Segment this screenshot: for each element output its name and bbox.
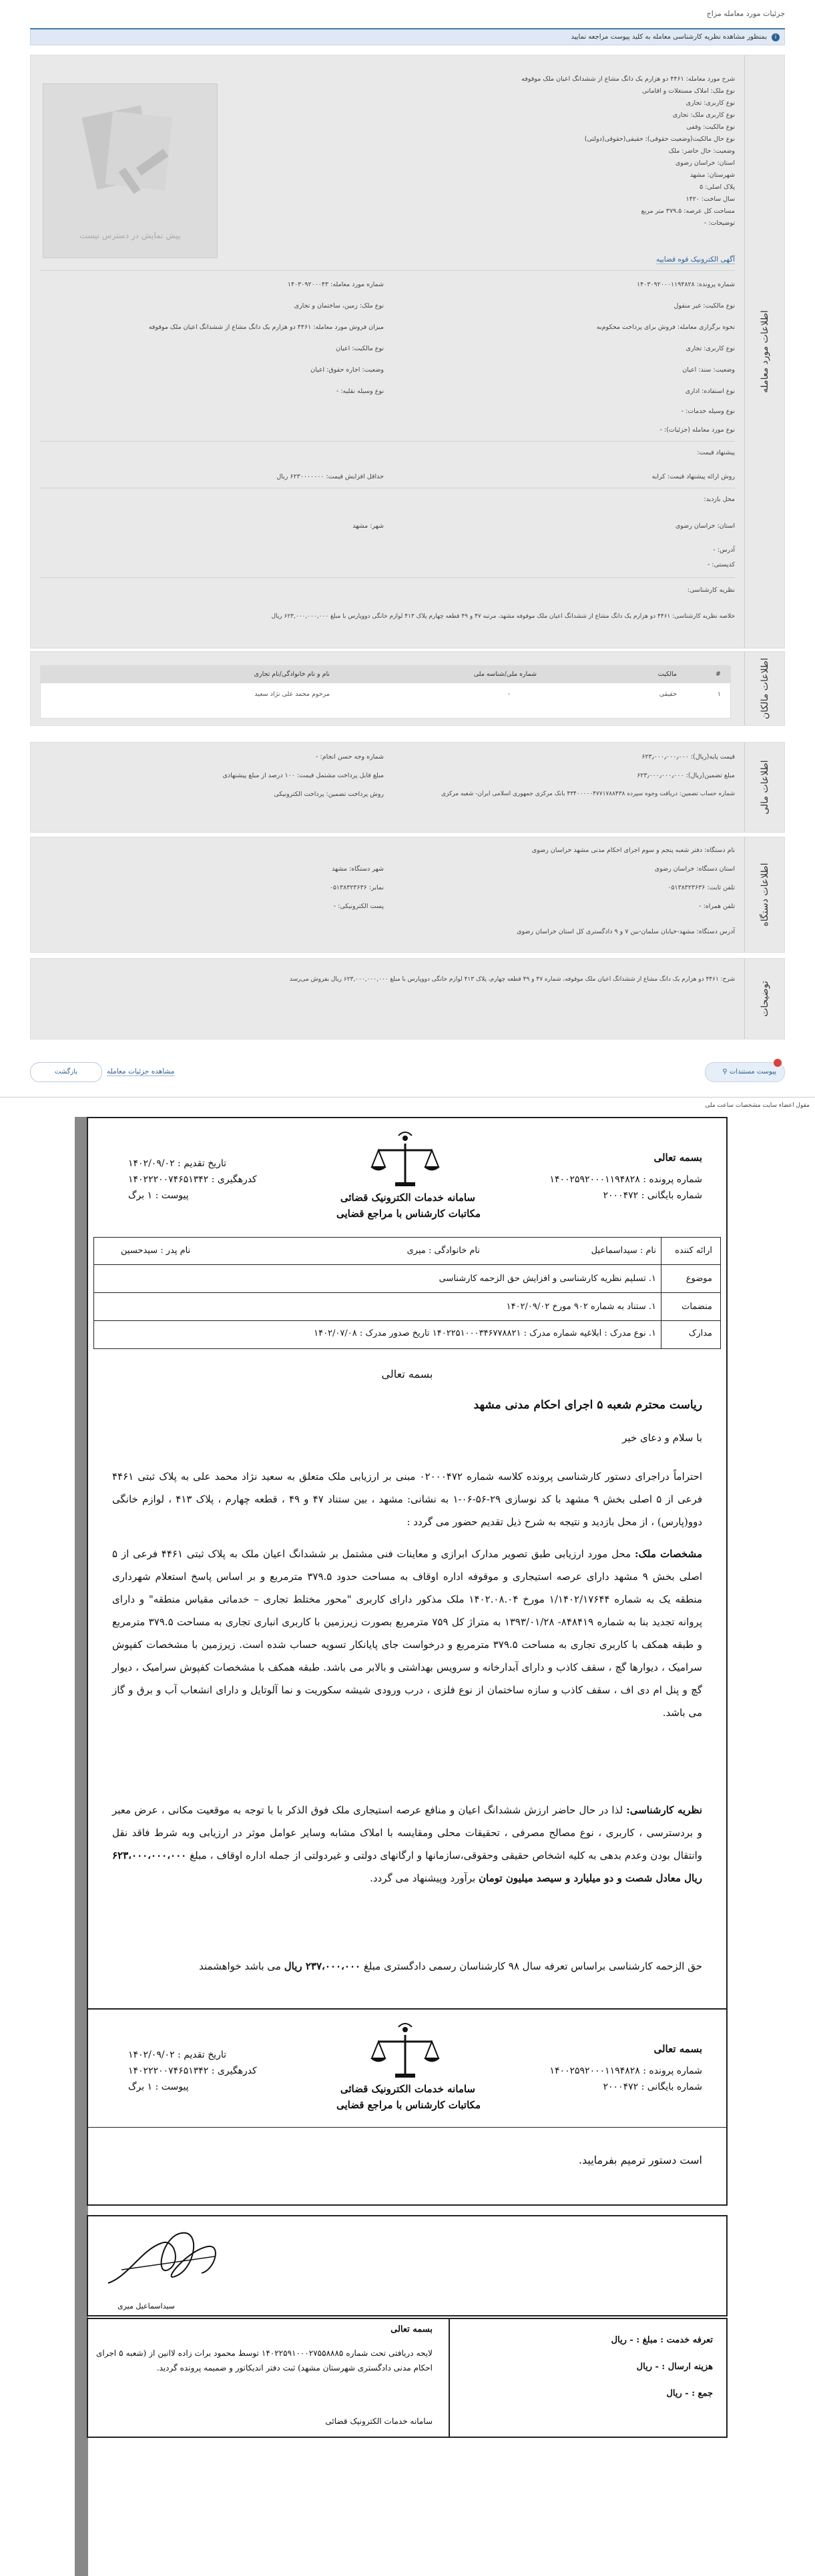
archive-no-field: شماره مورد معامله: ۱۴۰۳۰۹۲۰۰۰۴۳ [287, 281, 384, 288]
owners-section [30, 651, 785, 726]
no-preview-caption: پیش نمایش در دسترس نیست [79, 231, 181, 240]
owners-col-name: نام و نام خانوادگی/نام تجاری [254, 671, 330, 678]
request-text: است دستور ترمیم بفرمایید. [578, 2154, 702, 2166]
divider [40, 270, 735, 271]
item-info-section [30, 55, 785, 649]
window-title: جزئیات مورد معامله مزاج [706, 9, 785, 18]
doc-date: تاریخ تقدیم : ۱۴۰۲/۰۹/۰۲ [128, 1158, 227, 1169]
doc-agency-1: سامانه خدمات الکترونیک قضائی [340, 1192, 475, 1204]
desc-field: شرح مورد معامله: ۴۴۶۱ دو هزارم یک دانگ مشاع از ششدانگ اعیان ملک موقوفه [521, 75, 735, 83]
section-label: اطلاعات مالی [744, 743, 784, 832]
attachment-viewer [0, 1100, 815, 2576]
owners-table [40, 665, 731, 719]
fee-amount: تعرفه خدمت : مبلغ : - ریال [611, 2335, 713, 2345]
table-row: ۱ حقیقی - مرحوم محمد علی نژاد سعید [254, 691, 721, 698]
presenter-father: نام پدر : سیدحسین [121, 1246, 191, 1256]
owners-col-index: # [716, 671, 721, 678]
misc-field: توضیحات: - [704, 220, 735, 227]
cat4-field: نوع مورد معامله (جزئیات): - [659, 426, 735, 434]
document-gavel-icon [42, 84, 217, 218]
divider [40, 441, 735, 442]
receipt-text: لایحه دریافتی تحت شماره ۱۴۰۲۲۵۹۱۰۰۰۲۷۵۵۸۸۸۵ توسط محمود برات زاده لاانین از (شعبه ۵ اجرای احکام مدنی دادگستری شهرستان مشهد) ثبت دفتر اندیکاتور و ضمیمه پرونده گردید. [96, 2348, 433, 2373]
handwritten-signature [101, 2223, 235, 2296]
doc-attach-count: پیوست : ۱ برگ [128, 1190, 189, 1201]
payable-field: مبلغ قابل پرداخت مشتمل قیمت: ۱۰۰ درصد از مبلغ پیشنهادی [222, 772, 384, 779]
subject-label: موضوع [686, 1274, 712, 1284]
unit-field: نوع مالکیت: اعیان [336, 345, 384, 352]
attachments-value: ۱. ستناد به شماره ۹۰۲ مورخ ۱۴۰۲/۰۹/۰۲ [506, 1302, 656, 1312]
docs-label: مدارک [688, 1328, 712, 1338]
base-price-field: قیمت پایه(ریال): ۶۲۳٫۰۰۰٫۰۰۰٫۰۰۰ [641, 753, 735, 761]
info-icon: i [772, 33, 780, 41]
back-button[interactable]: بازگشت [30, 1062, 102, 1082]
greeting: با سلام و دعای خیر [622, 1432, 702, 1444]
agency-address-field: آدرس دستگاه: مشهد-خیابان سلمان-بین ۷ و ۹ دادگستری کل استان خراسان رضوی [517, 928, 735, 935]
document-page-2 [87, 2008, 728, 2206]
section-label: اطلاعات مالکان [744, 652, 784, 725]
seller-field: نحوه برگزاری معامله: فروش برای پرداخت محکوم‌به [596, 324, 735, 331]
doc-attach-count: پیوست : ۱ برگ [128, 2082, 189, 2092]
divider [0, 1097, 815, 1098]
scales-of-justice-logo [368, 1130, 442, 1190]
city2-field: شهر: مشهد [352, 522, 384, 530]
city-field: شهرستان: مشهد [690, 171, 735, 179]
notes-text: شرح: ۴۴۶۱ دو هزارم یک دانگ مشاع از ششدانگ اعیان ملک موقوفه، شماره ۴۷ و ۴۹ قطعه چهارم، پلاک ۴۱۳ لوازم خانگی دووپارس با مبلغ ۶۲۳,۰۰۰,۰۰۰,۰۰۰ ریال بفروش می‌رسد [289, 976, 735, 983]
expert-summary: خلاصه نظریه کارشناسی: ۴۴۶۱ دو هزارم یک دانگ مشاع از ششدانگ اعیان ملک موقوفه مشهد، مرتبه ۴۷ و ۴۹ قطعه چهارم پلاک ۴۱۳ لوازم خانگی دووپارس با مبلغ ۶۲۳,۰۰۰,۰۰۰,۰۰۰ ریال [271, 613, 735, 620]
doc-archive-no: شماره بایگانی : ۲۰۰۰۴۷۲ [603, 2082, 702, 2092]
offer-price-label: پیشنهاد قیمت: [697, 449, 735, 456]
status2-field: وضعیت: سند: اعیان [682, 366, 735, 374]
ownership-field: نوع مالکیت: وقفی [686, 123, 735, 131]
doc-tracking: کدرهگیری : ۱۴۰۲۲۲۰۰۷۴۶۵۱۳۴۲ [128, 1174, 257, 1185]
attachments-label: منضمات [682, 1302, 712, 1312]
paragraph-intro: احتراماً دراجرای دستور کارشناسی پرونده کلاسه شماره ۰۲۰۰۰۴۷۲ مبنی بر ارزیابی ملک متعلق به سعید نژاد محمد علی به پلاک ثبتی ۴۴۶۱ فرعی از ۵ اصلی بخش ۹ مشهد با کد نوسازی ۲۹-۵۶-۰۶-۱ به نشانی: مشهد ، بین ستناد ۴۷ و ۴۹ ، قطعه چهارم ، پلاک ۴۱۳ ، لوازم خانگی دوو(پارس) ، از محل بازدید و نتیجه به شرح ذیل تقدیم حضور می گردد : [112, 1470, 702, 1528]
viewer-scroll-edge [75, 1117, 88, 2576]
doc-tracking: کدرهگیری : ۱۴۰۲۲۲۰۰۷۴۶۵۱۳۴۲ [128, 2066, 257, 2076]
case-no-field: شماره پرونده: ۱۴۰۳۰۹۲۰۰۰۱۱۹۴۸۲۸ [637, 281, 735, 288]
province-field: استان: خراسان رضوی [675, 159, 735, 167]
base-price-field: روش ارائه پیشنهاد قیمت: کرایه [651, 473, 735, 480]
agency-province-field: استان دستگاه: خراسان رضوی [654, 865, 735, 873]
info-alert [30, 29, 785, 45]
presenter-family: نام خانوادگی : میری [406, 1246, 480, 1256]
body-bismillah: بسمه تعالی [381, 1368, 433, 1380]
paperclip-icon: ⚲ [722, 1068, 728, 1076]
deal-details-page [0, 0, 815, 1100]
payment-method-field: روش پرداخت تضمین: پرداخت الکترونیکی [274, 791, 384, 798]
doc-date: تاریخ تقدیم : ۱۴۰۲/۰۹/۰۲ [128, 2050, 227, 2060]
viewer-caption: مقول اعضاء سایت مشخصات ساعت ملی [705, 1102, 810, 1109]
status-field: وضعیت: حال حاضر: ملک [668, 147, 735, 155]
financial-section [30, 742, 785, 833]
visit-address-label: محل بازدید: [704, 496, 735, 503]
scales-of-justice-logo [368, 2022, 442, 2082]
divider [40, 577, 735, 578]
account-field: شماره حساب تضمین: دریافت وجوه سپرده ۴۳۴۰۰۰۰۰۴۷۷۱۷۸۸۴۳۸ بانک مرکزی جمهوری اسلامی ایران- شعبه مرکزی [441, 791, 735, 797]
year-field: سال ساخت: ۱۴۲۰ [686, 195, 735, 203]
paragraph-property: مشخصات ملک: محل مورد ارزیابی طبق تصویر مدارک ابرازی و معاینات فنی مشتمل بر ششدانگ اعیان ملک به پلاک ثبتی ۴۴۶۱ فرعی از ۵ اصلی بخش ۹ مشهد دارای عرصه استیجاری و موقوفه اداره اوقاف به مساحت حدود ۳۷۹.۵ مترمربع و بر اساس پاسخ استعلام شهرداری منطقه یک به شماره ۱/۱۴۰۲/۱۷۶۴۴ مورخ ۱۴۰۲.۰۸.۰۴ ملک مذکور دارای کاربری "محور مختلط تجاری – خدماتی مقیاس منطقه" و دارای پروانه تجدید بنا به شماره ۸۴۸۴۱۹- ۱۳۹۳/۰۱/۲۸ به متراژ کل ۷۵۹ مترمربع بصورت زیرزمین با کاربری انباری تجاری به مساحت ۳۷۹.۵ مترمربع و طبقه همکف با کاربری تجاری به مساحت ۳۷۹.۵ مترمربع و درخواست جای پایانکار تسویه حساب شده است. زیرزمین با مشخصات کفپوش سرامیک ، دیوارها گچ ، سقف کاذب و دارای آبدارخانه و سرویس بهداشتی و بالابر می باشد. طبقه همکف با مشخصات کفپوش سرامیک ، دیوار گچ و پنل ام دی اف ، سقف کاذب و سازه ساختمان از نوع فلزی ، درب ورودی شیشه سکوریت و نما آلوتایل و دارای انشعاب آب و برق و گاز می باشد. [112, 1548, 703, 1719]
postal-field: کدپستی: - [707, 561, 735, 568]
doc-case-no: شماره پرونده : ۱۴۰۰۲۵۹۲۰۰۰۱۱۹۴۸۲۸ [549, 2066, 702, 2076]
legal-type-field: نوع مالکیت: غیر منقول [673, 302, 735, 310]
use2-field: نوع کاربری: تجاری [686, 345, 735, 352]
agency-name-field: نام دستگاه: دفتر شعبه پنجم و سوم اجرای احکام مدنی مشهد خراسان رضوی [531, 847, 735, 854]
min-price-field: حداقل افزایش قیمت: ۶۲۳۰۰۰۰۰۰۰ ریال [276, 473, 384, 480]
doc-case-no: شماره پرونده : ۱۴۰۰۲۵۹۲۰۰۰۱۱۹۴۸۲۸ [549, 1174, 702, 1185]
cat3-field: نوع وسیله خدمات: - [681, 408, 735, 415]
signer-name: سیداسماعیل میری [117, 2302, 175, 2310]
cat1-field: نوع استفاده: اداری [685, 388, 735, 395]
doc-header-table [93, 1237, 721, 1349]
expert-label: نظریه کارشناسی: [687, 586, 735, 594]
agency-mobile-field: تلفن همراه: - [699, 903, 735, 910]
doc-archive-no: شماره بایگانی : ۲۰۰۰۴۷۲ [603, 1190, 702, 1201]
address-field: آدرس: - [713, 546, 735, 554]
doc-bismillah: بسمه تعالی [653, 1152, 702, 1164]
court-notice-link[interactable]: آگهی الکترونیک قوه قضاییه [656, 256, 735, 264]
doc-agency-1: سامانه خدمات الکترونیک قضائی [340, 2083, 475, 2095]
document-page-1 [87, 1117, 728, 2011]
agency-city-field: شهر دستگاه: مشهد [332, 865, 384, 873]
agency-phone-field: تلفن ثابت: ۰۵۱۳۸۳۲۳۶۳۶ [667, 884, 735, 891]
image-placeholder [43, 83, 218, 258]
agency-email-field: پست الکترونیکی: - [333, 903, 384, 910]
type-field: نوع ملک: املاک مستغلات و اقاماتی [642, 87, 735, 95]
plate-field: پلاک اصلی: ۵ [700, 183, 735, 191]
receipt-block [87, 2318, 728, 2438]
cash-field: شماره وجه حسن انجام: - [316, 753, 384, 761]
guarantee-field: مبلغ تضمین(ریال): ۶۲۳٫۰۰۰٫۰۰۰٫۰۰۰ [637, 772, 735, 779]
notes-section [30, 958, 785, 1039]
owners-header-row [41, 666, 730, 683]
badge-dot [774, 1059, 782, 1067]
usage-type-field: نوع کاربری ملک: تجاری [672, 111, 735, 119]
signature-block [87, 2215, 728, 2316]
docs-value: ۱. نوع مدرک : ابلاغیه شماره مدرک : ۱۴۰۲۲۵۱۰۰۰۳۴۶۷۷۸۸۲۱ تاریخ صدور مدرک : ۱۴۰۲/۰۷/۰۸ [314, 1328, 656, 1338]
offer-field: میزان فروش مورد معامله: ۴۴۶۱ دو هزارم یک دانگ مشاع از ششدانگ اعیان ملک موقوفه [148, 324, 384, 331]
agency-fax-field: نمابر: ۰۵۱۳۸۳۲۳۶۳۶ [329, 884, 384, 891]
usage-field: نوع کاربری: تجاری [686, 99, 735, 107]
owners-col-national-id: شماره ملی/شناسه ملی [473, 671, 537, 678]
view-deal-link[interactable]: مشاهده جزئیات معامله [107, 1067, 175, 1076]
total-amount: جمع : - ریال [666, 2389, 713, 2399]
attachments-button[interactable]: پیوست مستندات ⚲ [705, 1062, 785, 1082]
org-type-field: نوع ملک: زمین، ساختمان و تجاری [294, 302, 384, 310]
province2-field: استان: خراسان رضوی [675, 522, 735, 530]
paragraph-opinion: نظریه کارشناسی: لذا در حال حاضر ارزش ششدانگ اعیان و منافع عرصه استیجاری ملک فوق الذکر با با توجه به موقعیت مکانی ، عرض معبر و بردسترسی ، کاربری ، نوع مصالح مصرفی ، تحقیقات محلی ومقایسه با املاک مشابه وسایر عوامل موثر در ارزیابی وبه شرط فاقد نقل وانتقال بودن وعدم بدهی به کلیه اشخاص حقیقی وحقوقی،سازمانها و ارگانهای دولتی و غیردولتی از جمله اداره اوقاف ، مبلغ ۶۲۳،۰۰۰،۰۰۰،۰۰۰ ریال معادل شصت و دو میلیارد و سیصد میلیون تومان برآورد وپیشنهاد می گردد. [112, 1804, 702, 1884]
alert-text: بمنظور مشاهده نظریه کارشناسی معامله به کلید پیوست مراجعه نمایید [571, 33, 767, 41]
legal-status-field: نوع حال مالکیت(وضعیت حقوقی): حقیقی(حقوقی(دولتی) [584, 135, 735, 143]
addressee: ریاست محترم شعبه ۵ اجرای احکام مدنی مشهد [473, 1398, 702, 1412]
owners-col-type: مالکیت [657, 671, 677, 678]
area-field: مساحت کل عرصه: ۳۷۹.۵ متر مربع [641, 207, 735, 215]
section-label: اطلاعات مورد معامله [744, 55, 784, 648]
cat2-field: نوع وسیله نقلیه: - [336, 388, 384, 395]
agency-section [30, 837, 785, 953]
top-bar [30, 0, 785, 29]
section-label: توضیحات [744, 959, 784, 1039]
doc-agency-2: مکاتبات کارشناس با مراجع قضایی [336, 2099, 481, 2111]
subject-value: ۱. تسلیم نظریه کارشناسی و افزایش حق الزحمه کارشناسی [439, 1274, 656, 1284]
section-label: اطلاعات دستگاه [744, 837, 784, 952]
receipt-signature: سامانه خدمات الکترونیک قضائی [325, 2417, 433, 2426]
presenter-label: ارائه کننده [675, 1246, 712, 1256]
doc-bismillah: بسمه تعالی [653, 2043, 702, 2055]
shipping-cost: هزینه ارسال : - ریال [636, 2362, 713, 2372]
receipt-bismillah: بسمه تعالی [390, 2324, 433, 2334]
paragraph-fee: حق الزحمه کارشناسی براساس تعرفه سال ۹۸ کارشناسان رسمی دادگستری مبلغ ۲۳۷،۰۰۰،۰۰۰ ریال می باشد خواهشمند [199, 1960, 702, 1972]
s2-field: وضعیت: اجاره حقوق: اعیان [310, 366, 384, 374]
doc-agency-2: مکاتبات کارشناس با مراجع قضایی [336, 1208, 481, 1220]
presenter-name: نام : سیداسماعیل [591, 1246, 656, 1256]
